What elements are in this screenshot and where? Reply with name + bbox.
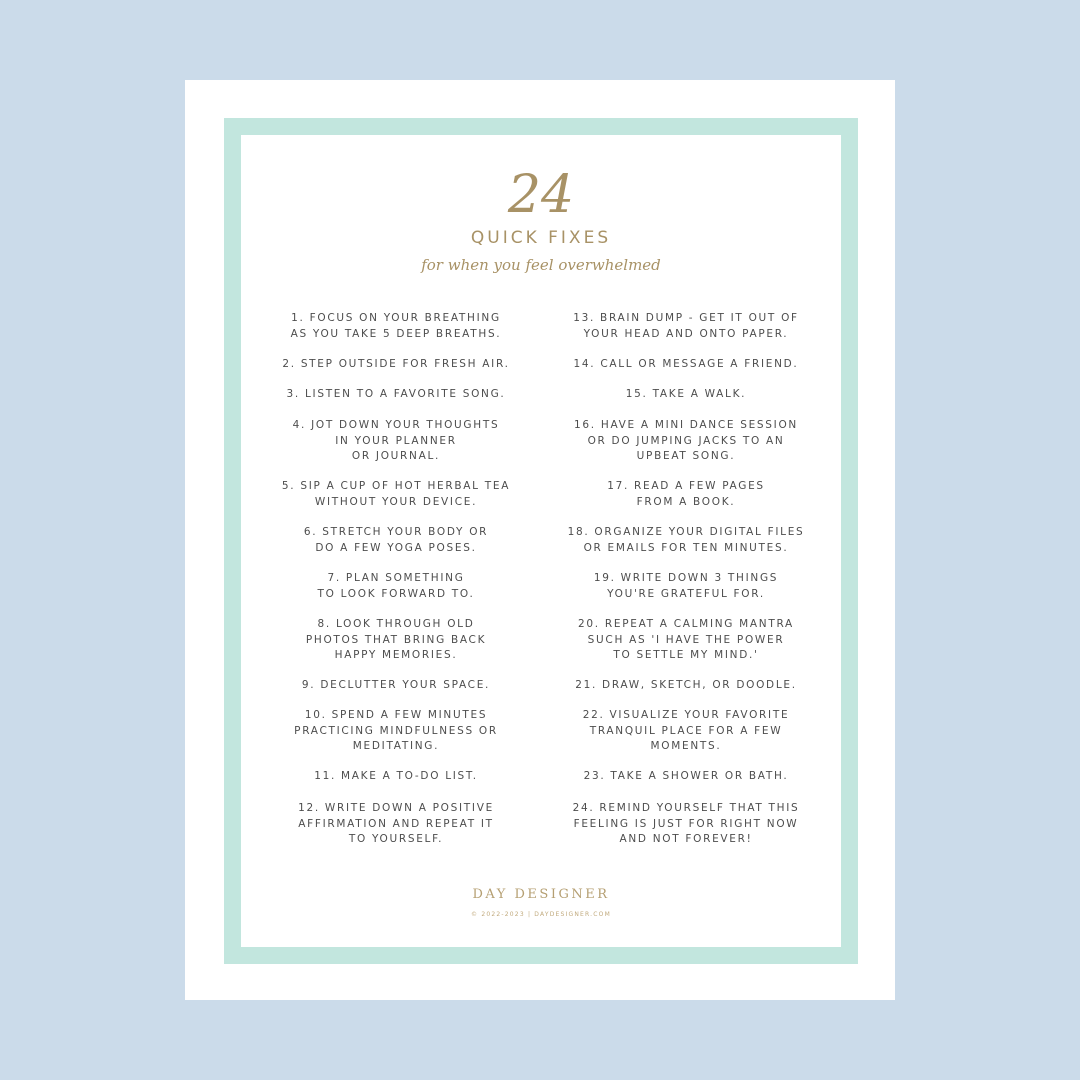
tip-item: 5. SIP A CUP OF HOT HERBAL TEA WITHOUT YOUR DEVICE. bbox=[281, 480, 511, 508]
tip-item: 21. DRAW, SKETCH, OR DOODLE. bbox=[575, 679, 797, 691]
tip-item: 3. LISTEN TO A FAVORITE SONG. bbox=[286, 388, 506, 400]
tip-item: 2. STEP OUTSIDE FOR FRESH AIR. bbox=[282, 358, 510, 370]
tip-item: 8. LOOK THROUGH OLD PHOTOS THAT BRING BACK HAPPY MEMORIES. bbox=[305, 618, 487, 661]
tip-item: 17. READ A FEW PAGES FROM A BOOK. bbox=[607, 480, 765, 508]
tip-item: 7. PLAN SOMETHING TO LOOK FORWARD TO. bbox=[317, 572, 475, 600]
tip-item: 13. BRAIN DUMP - GET IT OUT OF YOUR HEAD AND ONTO PAPER. bbox=[573, 312, 799, 340]
tip-item: 23. TAKE A SHOWER OR BATH. bbox=[583, 770, 789, 782]
tip-item: 16. HAVE A MINI DANCE SESSION OR DO JUMPING JACKS TO AN UPBEAT SONG. bbox=[574, 419, 798, 462]
brand-logo: DAY DESIGNER bbox=[472, 887, 610, 902]
printable-page bbox=[185, 80, 895, 1000]
tip-item: 9. DECLUTTER YOUR SPACE. bbox=[301, 679, 491, 691]
mint-border-frame bbox=[224, 118, 858, 964]
tip-item: 10. SPEND A FEW MINUTES PRACTICING MINDFULNESS OR MEDITATING. bbox=[294, 709, 498, 752]
big-number-24: 24 bbox=[507, 165, 575, 225]
tip-item: 15. TAKE A WALK. bbox=[625, 388, 747, 400]
tip-item: 1. FOCUS ON YOUR BREATHING AS YOU TAKE 5 DEEP BREATHS. bbox=[290, 312, 502, 340]
tip-item: 14. CALL OR MESSAGE A FRIEND. bbox=[573, 358, 799, 370]
copyright-footer: © 2022-2023 | DAYDESIGNER.COM bbox=[471, 911, 611, 918]
tip-item: 4. JOT DOWN YOUR THOUGHTS IN YOUR PLANNER OR JOURNAL. bbox=[292, 419, 500, 462]
content-area bbox=[241, 135, 841, 947]
tip-item: 11. MAKE A TO-DO LIST. bbox=[314, 770, 478, 782]
tip-item: 20. REPEAT A CALMING MANTRA SUCH AS 'I HAVE THE POWER TO SETTLE MY MIND.' bbox=[578, 618, 794, 661]
tip-item: 18. ORGANIZE YOUR DIGITAL FILES OR EMAILS FOR TEN MINUTES. bbox=[567, 526, 805, 554]
tip-item: 19. WRITE DOWN 3 THINGS YOU'RE GRATEFUL FOR. bbox=[593, 572, 779, 600]
page-subtitle: for when you feel overwhelmed bbox=[421, 256, 661, 274]
tip-item: 24. REMIND YOURSELF THAT THIS FEELING IS JUST FOR RIGHT NOW AND NOT FOREVER! bbox=[572, 802, 800, 845]
page-title: QUICK FIXES bbox=[470, 228, 612, 248]
tip-item: 12. WRITE DOWN A POSITIVE AFFIRMATION AND REPEAT IT TO YOURSELF. bbox=[298, 802, 494, 845]
tip-item: 6. STRETCH YOUR BODY OR DO A FEW YOGA POSES. bbox=[303, 526, 489, 554]
tip-item: 22. VISUALIZE YOUR FAVORITE TRANQUIL PLACE FOR A FEW MOMENTS. bbox=[582, 709, 790, 752]
